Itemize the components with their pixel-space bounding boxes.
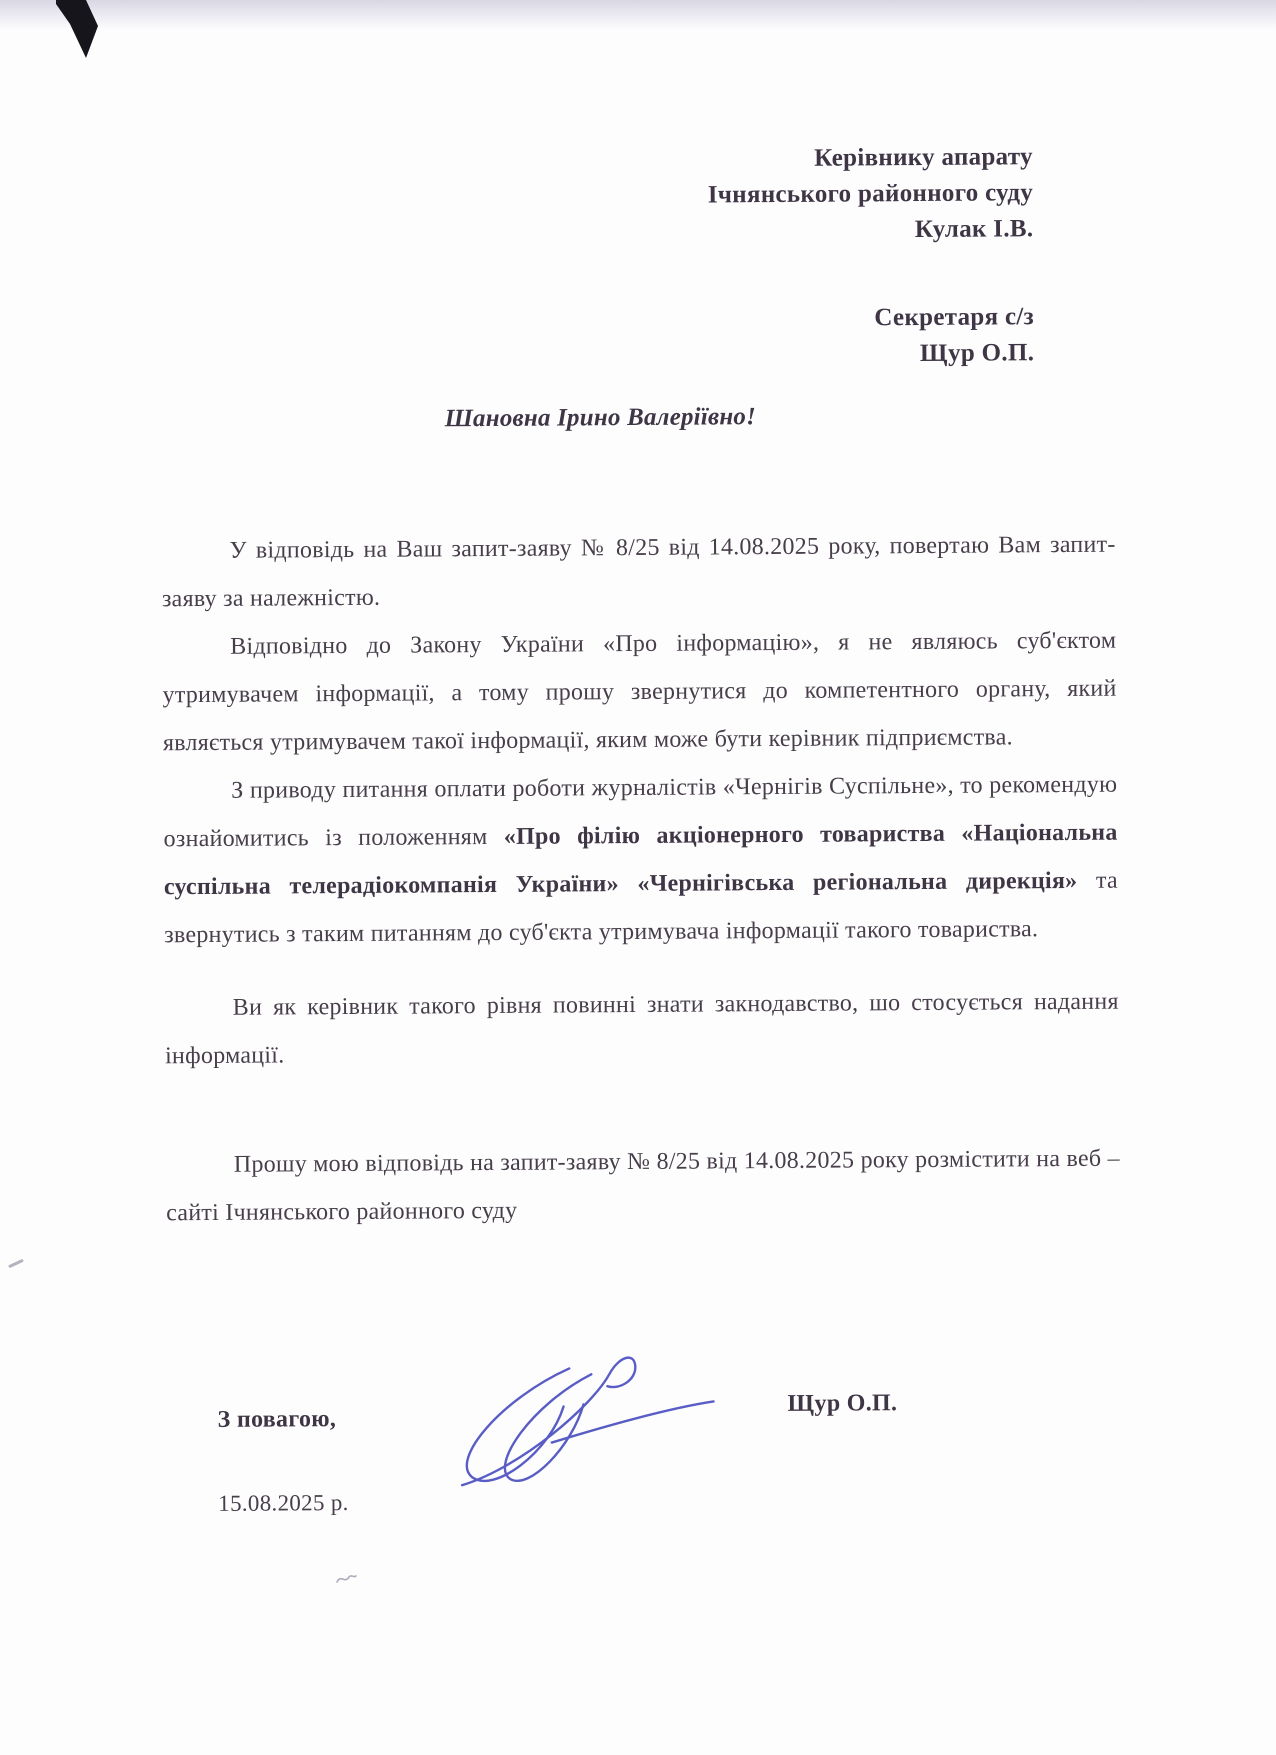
- sender-line-title: Секретаря с/з: [874, 303, 1035, 332]
- paragraph-3-tail: та звернутись з таким питанням до суб'єкта утримувача інформації такого товариства.: [164, 867, 1118, 949]
- paragraph-5: Прошу мою відповідь на запит-заяву № 8/25 від 14.08.2025 року розмістити на веб – сайті Ічнянського районного суду: [166, 1145, 1120, 1227]
- recipient-block: [707, 139, 1033, 249]
- paragraph-3-lead: З приводу питання оплати роботи журналістів «Чернігів Суспільне», то рекомендую ознайомитись із положенням: [163, 771, 1118, 853]
- closing-phrase: З повагою,: [217, 1406, 337, 1433]
- recipient-line-title: Керівнику апарату: [814, 143, 1033, 172]
- recipient-line-name: Кулак І.В.: [914, 215, 1034, 244]
- paragraph-1: У відповідь на Ваш запит-заяву № 8/25 від 14.08.2025 року, повертаю Вам запит-заяву за належністю.: [161, 531, 1116, 613]
- recipient-line-court: Ічнянського районного суду: [707, 179, 1034, 209]
- paragraph-4: Ви як керівник такого рівня повинні знати закнодавство, шо стосується надання інформації.: [165, 988, 1119, 1070]
- paragraph-3: [163, 761, 1118, 960]
- signer-name: Щур О.П.: [787, 1390, 898, 1417]
- paragraph-3-bold-reference: «Про філію акціонерного товариства «Національна суспільна телерадіокомпанія України» «Чернігівська регіональна дирекція»: [163, 819, 1118, 901]
- paragraph-2: Відповідно до Закону України «Про інформацію», я не являюсь суб'єктом утримувачем інформації, а тому прошу звернутися до компетентного органу, який являється утримувачем такої інформації, яким може бути керівник підприємства.: [162, 627, 1117, 757]
- scan-artifact-bottom-mark: [336, 1572, 358, 1586]
- sender-block: [874, 299, 1034, 372]
- handwritten-signature: [431, 1345, 732, 1497]
- sender-line-name: Щур О.П.: [919, 339, 1035, 367]
- letter-date: 15.08.2025 р.: [218, 1490, 349, 1516]
- salutation: Шановна Ірино Валеріївно!: [444, 403, 757, 433]
- letter-body: [161, 521, 1120, 1238]
